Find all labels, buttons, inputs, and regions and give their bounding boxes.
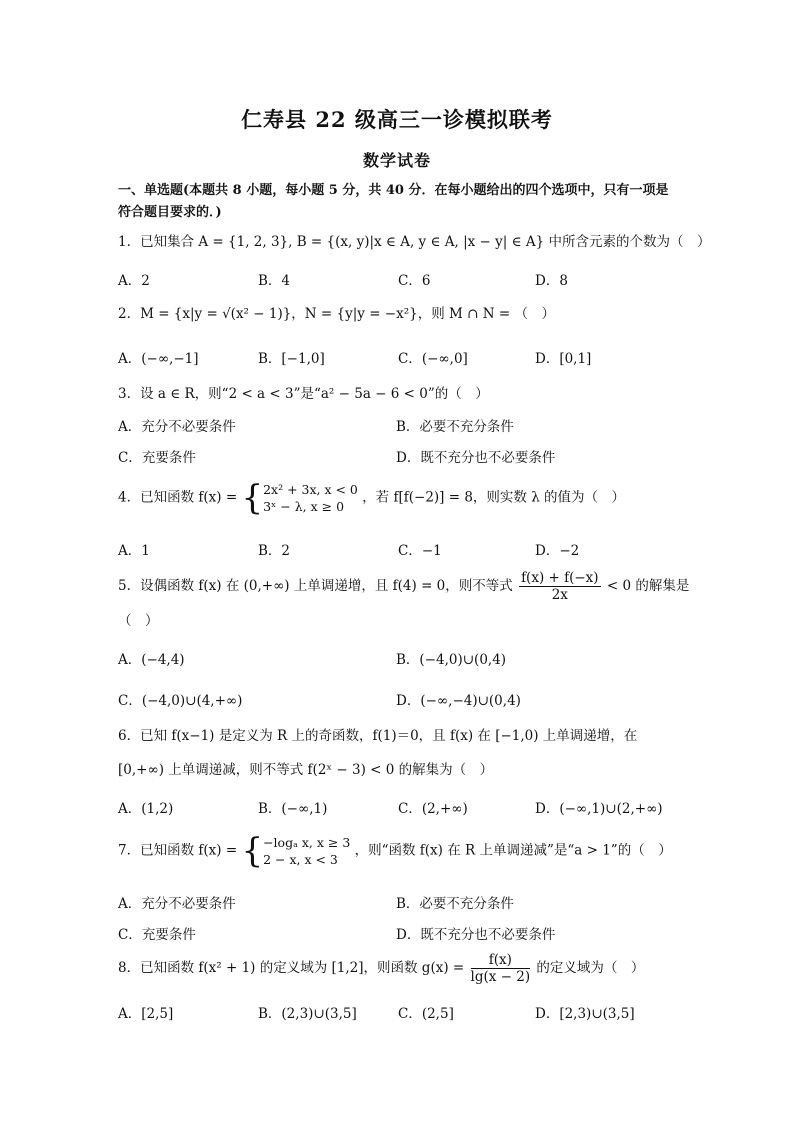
option-d: D．既不充分也不必要条件	[396, 450, 556, 466]
option-d: D．[2,3)∪(3,5]	[535, 1006, 635, 1022]
option-b: B．(−∞,1)	[258, 801, 328, 817]
option-c: C．(−4,0)∪(4,+∞)	[118, 693, 243, 709]
question-4-stem	[118, 478, 683, 518]
fraction-numerator: f(x)	[471, 952, 531, 969]
question-3-options-row1	[118, 415, 678, 435]
case-1: −logₐ x, x ≥ 3	[263, 835, 351, 850]
question-1-options	[118, 269, 678, 289]
exam-subtitle: 数学试卷	[362, 151, 431, 170]
piecewise-brace: { 2x² + 3x, x < 0 3ˣ − λ, x ≥ 0	[241, 478, 358, 518]
question-5-suffix: < 0 的解集是	[606, 578, 690, 594]
question-3-stem: 3．设 a ∈ R，则“2 < a < 3”是“a² − 5a − 6 < 0”的（ ）	[118, 386, 489, 402]
question-3-options-row2	[118, 446, 678, 466]
question-5-stem	[118, 570, 690, 603]
option-c: C．(2,+∞)	[398, 801, 468, 817]
option-d: D．−2	[535, 543, 580, 559]
fraction-denominator: 2x	[551, 587, 568, 603]
question-8-prefix: 8．已知函数 f(x² + 1) 的定义域为 [1,2]，则函数 g(x) =	[118, 960, 465, 976]
option-a: A．(−∞,−1]	[118, 351, 199, 367]
piecewise-brace: { −logₐ x, x ≥ 3 2 − x, x < 3	[241, 831, 351, 871]
exam-title: 仁寿县 22 级高三一诊模拟联考	[241, 107, 553, 132]
case-2: 2 − x, x < 3	[263, 852, 338, 867]
question-5-options-row2	[118, 689, 678, 709]
question-7-prefix: 7．已知函数 f(x) =	[118, 842, 238, 859]
option-c: C．充要条件	[118, 927, 196, 943]
question-8-suffix: 的定义域为（ ）	[536, 960, 645, 976]
question-6-stem: 6．已知 f(x−1) 是定义为 R 上的奇函数，f(1)＝0，且 f(x) 在 [−1,0) 上单调递增，在 [0,+∞) 上单调递减，则不等式 f(2ˣ − 3) < 0 的解集为（ ）	[118, 728, 638, 778]
option-d: D．8	[535, 273, 568, 289]
question-7-options-row1	[118, 892, 678, 912]
option-c: C．(2,5]	[398, 1006, 454, 1022]
question-6-options	[118, 797, 678, 817]
option-b: B．(−4,0)∪(0,4)	[396, 652, 507, 668]
option-a: A．充分不必要条件	[118, 896, 236, 912]
question-5-options-row1	[118, 648, 678, 668]
option-a: A．(1,2)	[118, 801, 174, 817]
section-heading: 一、单选题(本题共 8 小题，每小题 5 分，共 40 分．在每小题给出的四个选项中，只有一项是符合题目要求的．)	[118, 183, 669, 220]
question-4-suffix: ，若 f[f(−2)] = 8，则实数 λ 的值为（ ）	[362, 489, 626, 506]
fraction-numerator: f(x) + f(−x)	[521, 570, 599, 586]
case-1: 2x² + 3x, x < 0	[263, 482, 358, 497]
question-7-suffix: ，则“函数 f(x) 在 R 上单调递减”是“a > 1”的（ ）	[354, 842, 672, 859]
option-a: A．(−4,4)	[118, 652, 185, 668]
option-a: A．充分不必要条件	[118, 419, 236, 435]
option-d: D．(−∞,−4)∪(0,4)	[396, 693, 521, 709]
option-b: B．2	[258, 543, 291, 559]
option-d: D．[0,1]	[535, 351, 592, 367]
option-a: A．2	[118, 273, 150, 289]
option-d: D．既不充分也不必要条件	[396, 927, 556, 943]
question-5-stem-line2: （ ）	[118, 613, 159, 629]
option-b: B．[−1,0]	[258, 351, 325, 367]
option-b: B．必要不充分条件	[396, 896, 514, 912]
option-d: D．(−∞,1)∪(2,+∞)	[535, 801, 663, 817]
option-a: A．[2,5]	[118, 1006, 174, 1022]
question-4-prefix: 4．已知函数 f(x) =	[118, 489, 238, 506]
option-b: B．(2,3)∪(3,5]	[258, 1006, 357, 1022]
question-7-options-row2	[118, 923, 678, 943]
question-7-stem	[118, 831, 683, 871]
question-8-stem	[118, 952, 683, 985]
option-b: B．必要不充分条件	[396, 419, 514, 435]
question-5-prefix: 5．设偶函数 f(x) 在 (0,+∞) 上单调递增，且 f(4) = 0，则不等式	[118, 578, 513, 594]
question-4-options	[118, 539, 678, 559]
question-2-stem: 2．M = {x|y = √(x² − 1)}，N = {y|y = −x²}，则 M ∩ N = （ ）	[118, 306, 555, 322]
option-c: C．(−∞,0]	[398, 351, 468, 367]
option-c: C．−1	[398, 543, 442, 559]
option-c: C．6	[398, 273, 431, 289]
question-8-options	[118, 1002, 678, 1022]
option-a: A．1	[118, 543, 150, 559]
question-2-options	[118, 347, 678, 367]
fraction	[519, 570, 601, 603]
option-c: C．充要条件	[118, 450, 196, 466]
fraction	[471, 952, 531, 985]
option-b: B．4	[258, 273, 291, 289]
fraction-denominator: lg(x − 2)	[470, 969, 531, 985]
question-1-stem: 1．已知集合 A = {1, 2, 3}, B = {(x, y)|x ∈ A, y ∈ A, |x − y| ∈ A} 中所含元素的个数为（ ）	[118, 234, 711, 250]
case-2: 3ˣ − λ, x ≥ 0	[263, 499, 345, 514]
